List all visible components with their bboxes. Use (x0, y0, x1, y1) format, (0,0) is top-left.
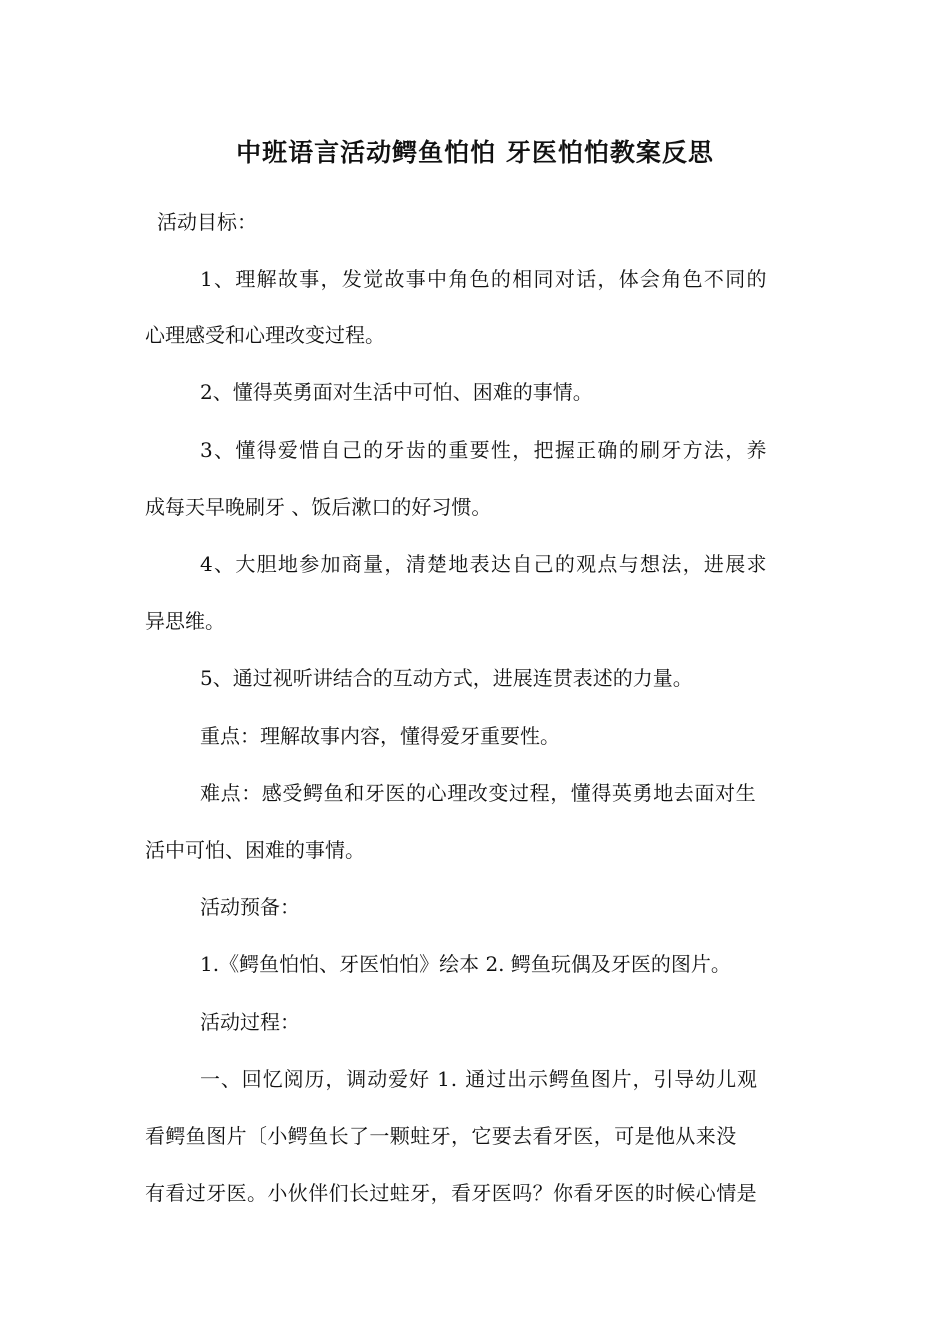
text-line-5: 3、懂得爱惜自己的牙齿的重要性，把握正确的刷牙方法，养 (200, 438, 768, 462)
text-line-6: 成每天早晚刷牙 、饭后漱口的好习惯。 (145, 495, 492, 519)
text-line-2: 1、理解故事，发觉故事中角色的相同对话，体会角色不同的 (200, 267, 768, 291)
text-line-15: 活动过程： (200, 1010, 300, 1034)
text-line-1: 活动目标： (157, 210, 257, 234)
text-line-3: 心理感受和心理改变过程。 (145, 323, 385, 347)
text-line-10: 重点：理解故事内容，懂得爱牙重要性。 (200, 724, 560, 748)
text-line-16: 一、回忆阅历，调动爱好 1. 通过出示鳄鱼图片，引导幼儿观 (200, 1067, 758, 1091)
document-title: 中班语言活动鳄鱼怕怕 牙医怕怕教案反思 (236, 138, 714, 167)
text-line-7: 4、大胆地参加商量，清楚地表达自己的观点与想法，进展求 (200, 552, 768, 576)
text-line-13: 活动预备： (200, 895, 300, 919)
text-line-17: 看鳄鱼图片〔小鳄鱼长了一颗蛀牙，它要去看牙医，可是他从来没 (145, 1124, 737, 1148)
text-line-9: 5、通过视听讲结合的互动方式，进展连贯表述的力量。 (200, 666, 693, 690)
text-line-18: 有看过牙医。小伙伴们长过蛀牙，看牙医吗？你看牙医的时候心情是 (145, 1181, 757, 1205)
text-line-12: 活中可怕、困难的事情。 (145, 838, 365, 862)
text-line-4: 2、懂得英勇面对生活中可怕、困难的事情。 (200, 380, 593, 404)
text-line-8: 异思维。 (145, 609, 225, 633)
text-line-14: 1.《鳄鱼怕怕、牙医怕怕》绘本 2. 鳄鱼玩偶及牙医的图片。 (200, 952, 731, 976)
text-line-11: 难点：感受鳄鱼和牙医的心理改变过程，懂得英勇地去面对生 (200, 781, 757, 805)
